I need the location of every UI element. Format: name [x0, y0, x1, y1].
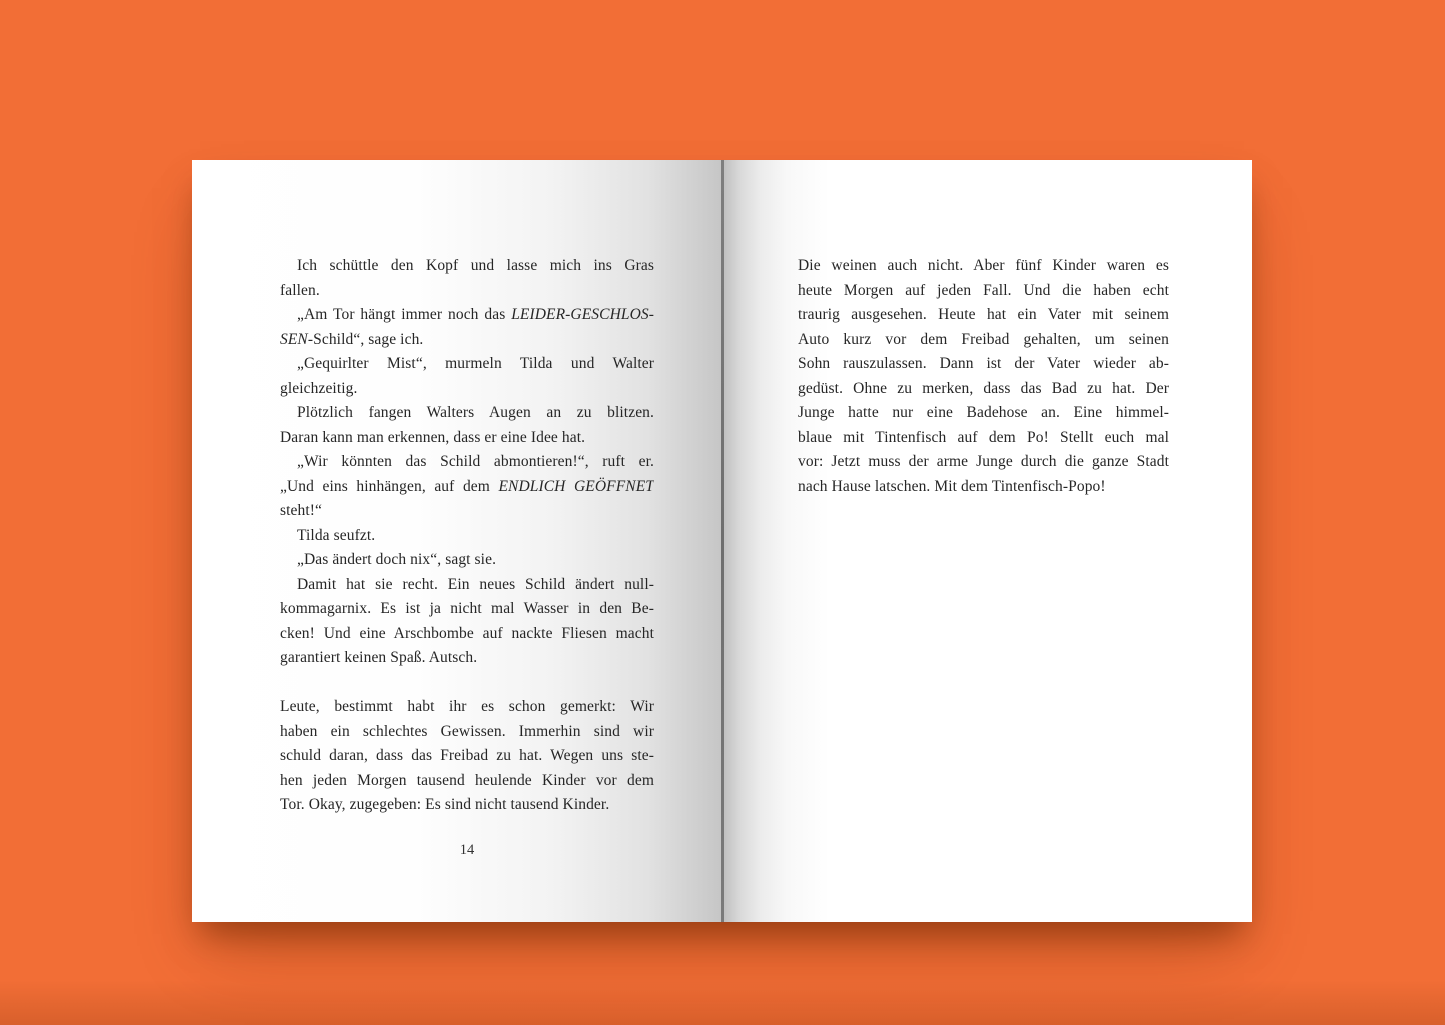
text-line [798, 303, 1169, 328]
text-run: Plötzlich fangen Walters Augen an zu blitzen. [297, 404, 654, 421]
text-run: Junge hatte nur eine Badehose an. Eine himmel- [798, 404, 1169, 421]
text-line [280, 499, 654, 524]
text-line [280, 744, 654, 769]
text-run: kommagarnix. Es ist ja nicht mal Wasser in den Be- [280, 600, 654, 617]
text-line [798, 328, 1169, 353]
text-line [280, 524, 654, 549]
text-run: blaue mit Tintenfisch auf dem Po! Stellt euch mal [798, 428, 1169, 446]
text-line [798, 377, 1169, 402]
text-line [280, 401, 654, 426]
text-run: garantiert keinen Spaß. Autsch. [280, 649, 478, 666]
text-run: cken! Und eine Arschbombe auf nackte Fliesen macht [280, 624, 654, 642]
text-run: nach Hause latschen. Mit dem Tintenfisch-Popo! [798, 477, 1106, 495]
text-line [280, 254, 654, 279]
text-line [798, 352, 1169, 377]
paragraph-block [280, 254, 654, 671]
text-run: gedüst. Ohne zu merken, dass das Bad zu hat. Der [798, 379, 1169, 397]
text-line [280, 769, 654, 794]
text-run: haben ein schlechtes Gewissen. Immerhin sind wir [280, 722, 654, 740]
text-line [798, 475, 1169, 500]
page-number: 14 [459, 842, 475, 858]
left-page-text [280, 254, 654, 818]
text-line [280, 426, 654, 451]
text-run: heute Morgen auf jeden Fall. Und die haben echt [798, 281, 1169, 299]
text-line [798, 279, 1169, 304]
text-run: „Am Tor hängt immer noch das [297, 306, 512, 323]
text-line [280, 622, 654, 647]
text-run: „Wir könnten das Schild abmontieren!“, ruft er. [297, 453, 654, 470]
text-line [280, 475, 654, 500]
italic-text-run: LEIDER-GESCHLOS- [511, 306, 654, 323]
text-line [280, 548, 654, 573]
text-line [280, 695, 654, 720]
text-line [280, 720, 654, 745]
text-line [280, 450, 654, 475]
text-run: „Das ändert doch nix“, sagt sie. [297, 551, 497, 568]
text-run: Tilda seufzt. [297, 526, 376, 544]
text-run: Damit hat sie recht. Ein neues Schild ändert null- [297, 575, 654, 593]
text-run: Leute, bestimmt habt ihr es schon gemerkt: Wir [280, 698, 654, 715]
text-run: steht!“ [280, 502, 323, 519]
text-line [280, 352, 654, 377]
book-spread [192, 160, 1252, 922]
text-run: Daran kann man erkennen, dass er eine Idee hat. [280, 428, 586, 446]
text-line [280, 646, 654, 671]
text-run: hen jeden Morgen tausend heulende Kinder vor dem [280, 771, 654, 789]
text-line [280, 377, 654, 402]
book-page-left [192, 160, 721, 922]
paragraph-block [280, 695, 654, 818]
text-run: Ich schüttle den Kopf und lasse mich ins Gras [297, 257, 654, 274]
text-run: -Schild“, sage ich. [307, 330, 424, 348]
text-line [280, 328, 654, 353]
text-line [280, 279, 654, 304]
text-run: Die weinen auch nicht. Aber fünf Kinder waren es [798, 257, 1169, 274]
italic-text-run: SEN [280, 330, 308, 348]
text-run: Sohn rauszulassen. Dann ist der Vater wieder ab- [798, 355, 1169, 372]
text-line [280, 303, 654, 328]
text-line [798, 401, 1169, 426]
text-run: schuld daran, dass das Freibad zu hat. Wegen uns ste- [280, 747, 654, 764]
paragraph-block [798, 254, 1169, 499]
text-run: traurig ausgesehen. Heute hat ein Vater mit seinem [798, 306, 1169, 323]
text-line [280, 573, 654, 598]
text-run: Tor. Okay, zugegeben: Es sind nicht tausend Kinder. [280, 796, 610, 813]
text-line [798, 426, 1169, 451]
text-run: „Gequirlter Mist“, murmeln Tilda und Walter [297, 355, 654, 372]
right-page-text [798, 254, 1169, 499]
book-page-right [724, 160, 1252, 922]
text-run: fallen. [280, 281, 320, 299]
text-line [798, 450, 1169, 475]
text-line [280, 793, 654, 818]
text-line [280, 597, 654, 622]
italic-text-run: ENDLICH GEÖFFNET [498, 477, 654, 495]
text-line [798, 254, 1169, 279]
text-run: vor: Jetzt muss der arme Junge durch die ganze Stadt [798, 453, 1169, 470]
text-run: gleichzeitig. [280, 379, 358, 397]
text-run: Auto kurz vor dem Freibad gehalten, um seinen [798, 330, 1169, 348]
text-run: „Und eins hinhängen, auf dem [280, 477, 499, 495]
